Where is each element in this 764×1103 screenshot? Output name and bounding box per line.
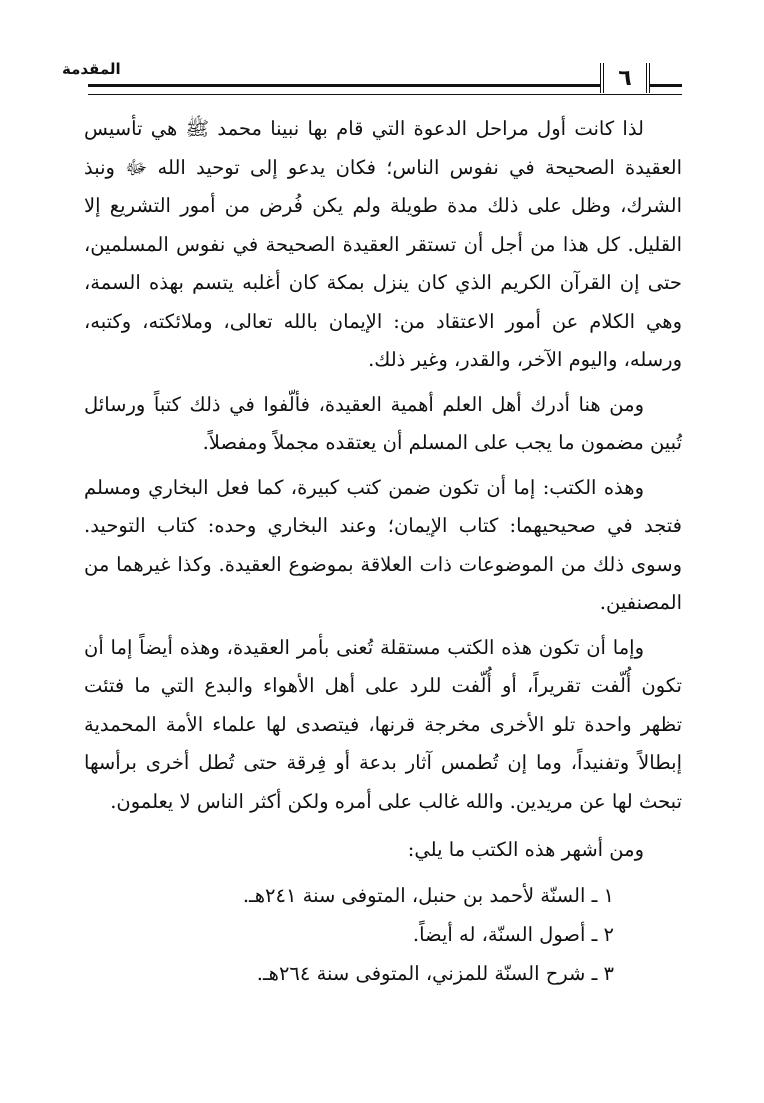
book-list bbox=[84, 876, 682, 993]
page-body bbox=[84, 110, 682, 993]
running-header-title: المقدمة bbox=[62, 60, 121, 78]
list-intro: ومن أشهر هذه الكتب ما يلي: bbox=[407, 838, 644, 861]
page-number: ٦ bbox=[600, 63, 650, 93]
header-rule bbox=[88, 84, 682, 95]
list-item: ٣ ـ شرح السنّة للمزني، المتوفى سنة ٢٦٤هـ. bbox=[256, 961, 614, 985]
paragraph-2: ومن هنا أدرك أهل العلم أهمية العقيدة، فألّفوا في ذلك كتباً ورسائل تُبين مضمون ما يجب على المسلم أن يعتقده مجملاً ومفصلاً. bbox=[84, 392, 682, 454]
list-item: ١ ـ السنّة لأحمد بن حنبل، المتوفى سنة ٢٤١هـ. bbox=[242, 883, 614, 907]
paragraph-1: لذا كانت أول مراحل الدعوة التي قام بها نبينا محمد ﷺ هي تأسيس العقيدة الصحيحة في نفوس الناس؛ فكان يدعو إلى توحيد الله ﷻ ونبذ الشرك، وظل على ذلك مدة طويلة ولم يكن فُرض من أمور التشريع إلا القليل. كل هذا من أجل أن تستقر العقيدة الصحيحة في نفوس المسلمين، حتى إن القرآن الكريم الذي كان ينزل بمكة كان أغلبه يتسم بهذه السمة، وهي الكلام عن أمور الاعتقاد من: الإيمان بالله تعالى، وملائكته، وكتبه، ورسله، واليوم الآخر، والقدر، وغير ذلك. bbox=[84, 117, 682, 371]
paragraph-4: وإما أن تكون هذه الكتب مستقلة تُعنى بأمر العقيدة، وهذه أيضاً إما أن تكون أُلّفت تقريراً، أو أُلّفت للرد على أهل الأهواء والبدع التي ما فتئت تظهر واحدة تلو الأخرى مخرجة قرنها، فيتصدى لها علماء الأمة المحمدية إبطالاً وتفنيداً، وما إن تُطمس آثار بدعة أو فِرقة حتى تُطل أخرى برأسها تبحث لها عن مريدين. والله غالب على أمره ولكن أكثر الناس لا يعلمون. bbox=[84, 635, 682, 813]
list-item: ٢ ـ أصول السنّة، له أيضاً. bbox=[412, 922, 614, 946]
paragraph-3: وهذه الكتب: إما أن تكون ضمن كتب كبيرة، كما فعل البخاري ومسلم فتجد في صحيحيهما: كتاب الإيمان؛ وعند البخاري وحده: كتاب التوحيد. وسوى ذلك من الموضوعات ذات العلاقة بموضوع العقيدة. وكذا غيرهما من المصنفين. bbox=[84, 475, 682, 614]
